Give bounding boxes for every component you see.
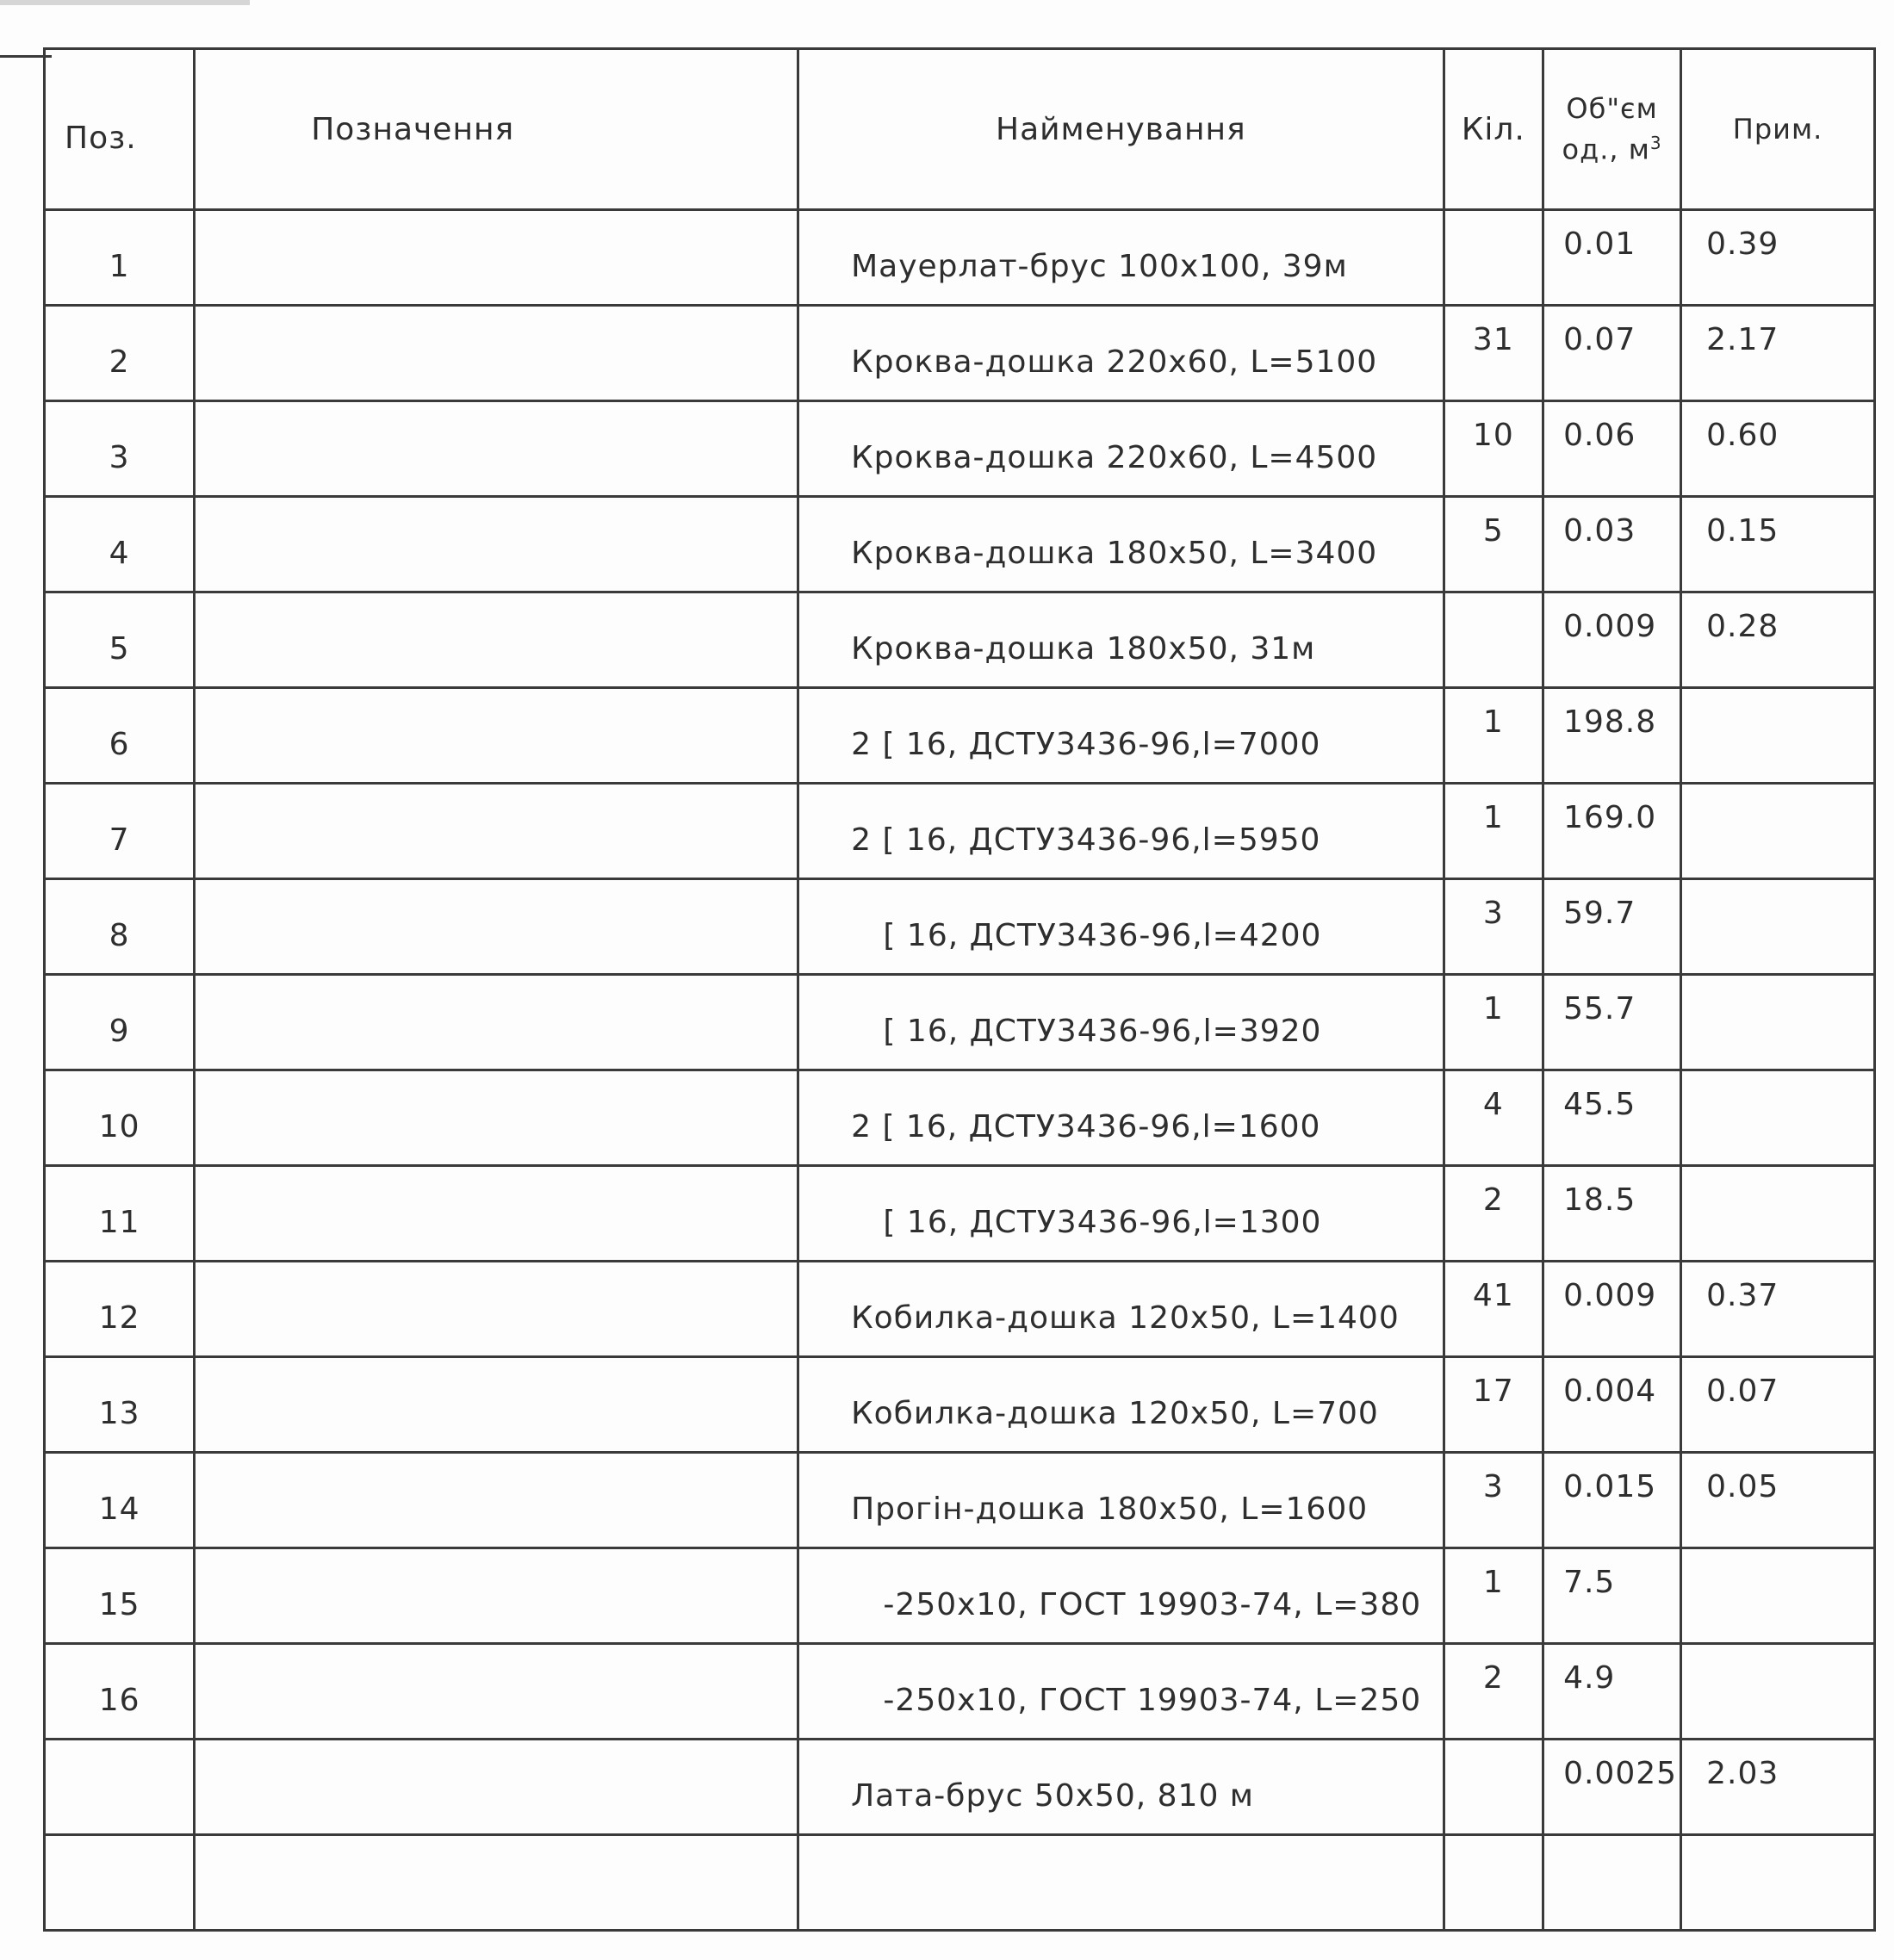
cell-note: 0.07 xyxy=(1681,1357,1875,1453)
cell-designation xyxy=(195,879,798,975)
cell-pos xyxy=(45,879,195,975)
header-note: Прим. xyxy=(1681,49,1875,210)
cell-qty xyxy=(1444,1835,1543,1931)
table-row xyxy=(45,1357,1875,1453)
cell-name-text: 2 [ 16, ДСТУ3436-96,l=7000 xyxy=(851,726,1321,762)
cell-volume: 0.01 xyxy=(1543,210,1681,306)
table-body xyxy=(45,210,1875,1931)
cell-designation xyxy=(195,1644,798,1740)
table-row xyxy=(45,688,1875,784)
cell-pos xyxy=(45,784,195,879)
cell-designation xyxy=(195,975,798,1070)
cell-qty: 3 xyxy=(1444,1453,1543,1548)
cell-qty: 2 xyxy=(1444,1166,1543,1262)
cell-pos xyxy=(45,975,195,1070)
cell-name xyxy=(798,1070,1444,1166)
cell-pos xyxy=(45,688,195,784)
table-row xyxy=(45,210,1875,306)
cell-designation xyxy=(195,1453,798,1548)
cell-name-text: Кроква-дошка 220х60, L=4500 xyxy=(851,439,1378,475)
cell-qty xyxy=(1444,1740,1543,1835)
cell-name-text: -250х10, ГОСТ 19903-74, L=380 xyxy=(851,1586,1422,1622)
table-row xyxy=(45,1835,1875,1931)
cell-pos-text: 7 xyxy=(109,822,130,858)
cell-designation xyxy=(195,1548,798,1644)
cell-designation xyxy=(195,592,798,688)
cell-name xyxy=(798,306,1444,401)
header-row xyxy=(45,49,1875,210)
cell-name xyxy=(798,784,1444,879)
cell-pos-text: 16 xyxy=(98,1682,140,1718)
cell-designation xyxy=(195,1070,798,1166)
table-row xyxy=(45,975,1875,1070)
cell-qty: 31 xyxy=(1444,306,1543,401)
cell-designation xyxy=(195,1262,798,1357)
header-volume-line1: Об"єм xyxy=(1566,92,1658,126)
cell-name-text: Прогін-дошка 180х50, L=1600 xyxy=(851,1491,1369,1527)
table-row xyxy=(45,592,1875,688)
cell-pos-text: 3 xyxy=(109,439,130,475)
cell-volume: 0.06 xyxy=(1543,401,1681,497)
cell-volume: 4.9 xyxy=(1543,1644,1681,1740)
cell-pos-text: 13 xyxy=(98,1395,140,1431)
cell-pos-text: 15 xyxy=(98,1586,140,1622)
cell-qty: 1 xyxy=(1444,784,1543,879)
cell-name-text: [ 16, ДСТУ3436-96,l=4200 xyxy=(851,917,1322,953)
cell-pos xyxy=(45,401,195,497)
cell-pos xyxy=(45,1357,195,1453)
cell-note xyxy=(1681,1070,1875,1166)
table-row xyxy=(45,1644,1875,1740)
cell-name-text: Кобилка-дошка 120х50, L=1400 xyxy=(851,1299,1400,1336)
table-row xyxy=(45,1548,1875,1644)
cell-name xyxy=(798,1740,1444,1835)
header-name: Найменування xyxy=(798,49,1444,210)
cell-note xyxy=(1681,688,1875,784)
specification-table xyxy=(43,47,1876,1932)
cell-pos xyxy=(45,1644,195,1740)
cell-volume: 18.5 xyxy=(1543,1166,1681,1262)
cell-volume: 198.8 xyxy=(1543,688,1681,784)
cell-note: 0.05 xyxy=(1681,1453,1875,1548)
cell-pos xyxy=(45,1453,195,1548)
cell-designation xyxy=(195,1835,798,1931)
cell-name xyxy=(798,497,1444,592)
cell-designation xyxy=(195,1740,798,1835)
cell-volume: 0.009 xyxy=(1543,592,1681,688)
table-row xyxy=(45,1262,1875,1357)
cell-volume: 7.5 xyxy=(1543,1548,1681,1644)
cell-qty xyxy=(1444,210,1543,306)
cell-qty: 1 xyxy=(1444,1548,1543,1644)
cell-name-text: Кроква-дошка 180х50, L=3400 xyxy=(851,535,1378,571)
cell-name-text: Кобилка-дошка 120х50, L=700 xyxy=(851,1395,1379,1431)
cell-name xyxy=(798,1262,1444,1357)
cell-name-text: -250х10, ГОСТ 19903-74, L=250 xyxy=(851,1682,1422,1718)
cell-name xyxy=(798,1453,1444,1548)
cell-qty: 2 xyxy=(1444,1644,1543,1740)
cell-name xyxy=(798,401,1444,497)
table-row xyxy=(45,784,1875,879)
header-pos: Поз. xyxy=(45,49,195,210)
cell-volume: 0.03 xyxy=(1543,497,1681,592)
cell-qty: 5 xyxy=(1444,497,1543,592)
cell-pos-text: 14 xyxy=(98,1491,140,1527)
cell-qty: 3 xyxy=(1444,879,1543,975)
table-row xyxy=(45,497,1875,592)
cell-name xyxy=(798,210,1444,306)
table-row xyxy=(45,1166,1875,1262)
table-row xyxy=(45,1070,1875,1166)
cell-name-text: Мауерлат-брус 100х100, 39м xyxy=(851,248,1348,284)
cell-note: 2.03 xyxy=(1681,1740,1875,1835)
cell-name-text: Кроква-дошка 180х50, 31м xyxy=(851,630,1316,667)
cell-name-text: Кроква-дошка 220х60, L=5100 xyxy=(851,344,1378,380)
cell-volume: 0.015 xyxy=(1543,1453,1681,1548)
cell-name-text: [ 16, ДСТУ3436-96,l=1300 xyxy=(851,1204,1322,1240)
cell-qty xyxy=(1444,592,1543,688)
cell-pos xyxy=(45,210,195,306)
table-row xyxy=(45,1740,1875,1835)
header-volume-sup: 3 xyxy=(1649,133,1662,154)
cell-pos-text: 4 xyxy=(109,535,130,571)
cell-volume: 0.004 xyxy=(1543,1357,1681,1453)
cell-pos-text: 12 xyxy=(98,1299,140,1336)
cell-volume: 169.0 xyxy=(1543,784,1681,879)
cell-pos-text: 5 xyxy=(109,630,130,667)
cell-name xyxy=(798,1548,1444,1644)
cell-note: 0.15 xyxy=(1681,497,1875,592)
scan-artifact xyxy=(0,0,250,5)
cell-name-text: 2 [ 16, ДСТУ3436-96,l=1600 xyxy=(851,1108,1321,1144)
cell-note: 0.39 xyxy=(1681,210,1875,306)
cell-note xyxy=(1681,1166,1875,1262)
cell-name xyxy=(798,592,1444,688)
cell-pos-text: 8 xyxy=(109,917,130,953)
header-qty: Кіл. xyxy=(1444,49,1543,210)
cell-note xyxy=(1681,975,1875,1070)
cell-note xyxy=(1681,1644,1875,1740)
cell-note: 0.37 xyxy=(1681,1262,1875,1357)
table-row xyxy=(45,1453,1875,1548)
cell-name xyxy=(798,1644,1444,1740)
cell-note: 0.60 xyxy=(1681,401,1875,497)
cell-designation xyxy=(195,401,798,497)
cell-qty: 41 xyxy=(1444,1262,1543,1357)
cell-note xyxy=(1681,879,1875,975)
cell-pos xyxy=(45,1835,195,1931)
cell-pos-text: 1 xyxy=(109,248,130,284)
cell-volume xyxy=(1543,1835,1681,1931)
header-volume xyxy=(1543,49,1681,210)
cell-volume: 55.7 xyxy=(1543,975,1681,1070)
cell-note xyxy=(1681,1548,1875,1644)
cell-pos xyxy=(45,1548,195,1644)
cell-name xyxy=(798,879,1444,975)
cell-designation xyxy=(195,1166,798,1262)
cell-qty: 1 xyxy=(1444,688,1543,784)
table-row xyxy=(45,306,1875,401)
cell-pos xyxy=(45,1740,195,1835)
cell-volume: 0.07 xyxy=(1543,306,1681,401)
cell-name xyxy=(798,1835,1444,1931)
header-designation: Позначення xyxy=(195,49,798,210)
header-volume-line2: од., м xyxy=(1562,133,1650,166)
cell-qty: 4 xyxy=(1444,1070,1543,1166)
cell-note: 0.28 xyxy=(1681,592,1875,688)
cell-note xyxy=(1681,1835,1875,1931)
cell-pos xyxy=(45,1166,195,1262)
cell-designation xyxy=(195,497,798,592)
cell-name xyxy=(798,1166,1444,1262)
cell-designation xyxy=(195,306,798,401)
cell-designation xyxy=(195,688,798,784)
cell-volume: 0.0025 xyxy=(1543,1740,1681,1835)
cell-pos-text: 10 xyxy=(98,1108,140,1144)
cell-note xyxy=(1681,784,1875,879)
cell-designation xyxy=(195,210,798,306)
cell-name xyxy=(798,1357,1444,1453)
cell-pos-text: 6 xyxy=(109,726,130,762)
cell-pos xyxy=(45,1262,195,1357)
cell-name xyxy=(798,975,1444,1070)
cell-designation xyxy=(195,1357,798,1453)
cell-designation xyxy=(195,784,798,879)
cell-pos xyxy=(45,497,195,592)
cell-name-text: 2 [ 16, ДСТУ3436-96,l=5950 xyxy=(851,822,1321,858)
cell-name-text: Лата-брус 50х50, 810 м xyxy=(851,1777,1254,1814)
cell-pos-text: 9 xyxy=(109,1013,130,1049)
table-row xyxy=(45,879,1875,975)
cell-qty: 10 xyxy=(1444,401,1543,497)
cell-volume: 59.7 xyxy=(1543,879,1681,975)
cell-pos-text: 2 xyxy=(109,344,130,380)
cell-qty: 17 xyxy=(1444,1357,1543,1453)
cell-name xyxy=(798,688,1444,784)
table-row xyxy=(45,401,1875,497)
table-header xyxy=(45,49,1875,210)
cell-pos xyxy=(45,306,195,401)
cell-name-text: [ 16, ДСТУ3436-96,l=3920 xyxy=(851,1013,1322,1049)
cell-pos xyxy=(45,592,195,688)
cell-pos xyxy=(45,1070,195,1166)
cell-qty: 1 xyxy=(1444,975,1543,1070)
cell-note: 2.17 xyxy=(1681,306,1875,401)
cell-volume: 45.5 xyxy=(1543,1070,1681,1166)
cell-pos-text: 11 xyxy=(98,1204,140,1240)
cell-volume: 0.009 xyxy=(1543,1262,1681,1357)
